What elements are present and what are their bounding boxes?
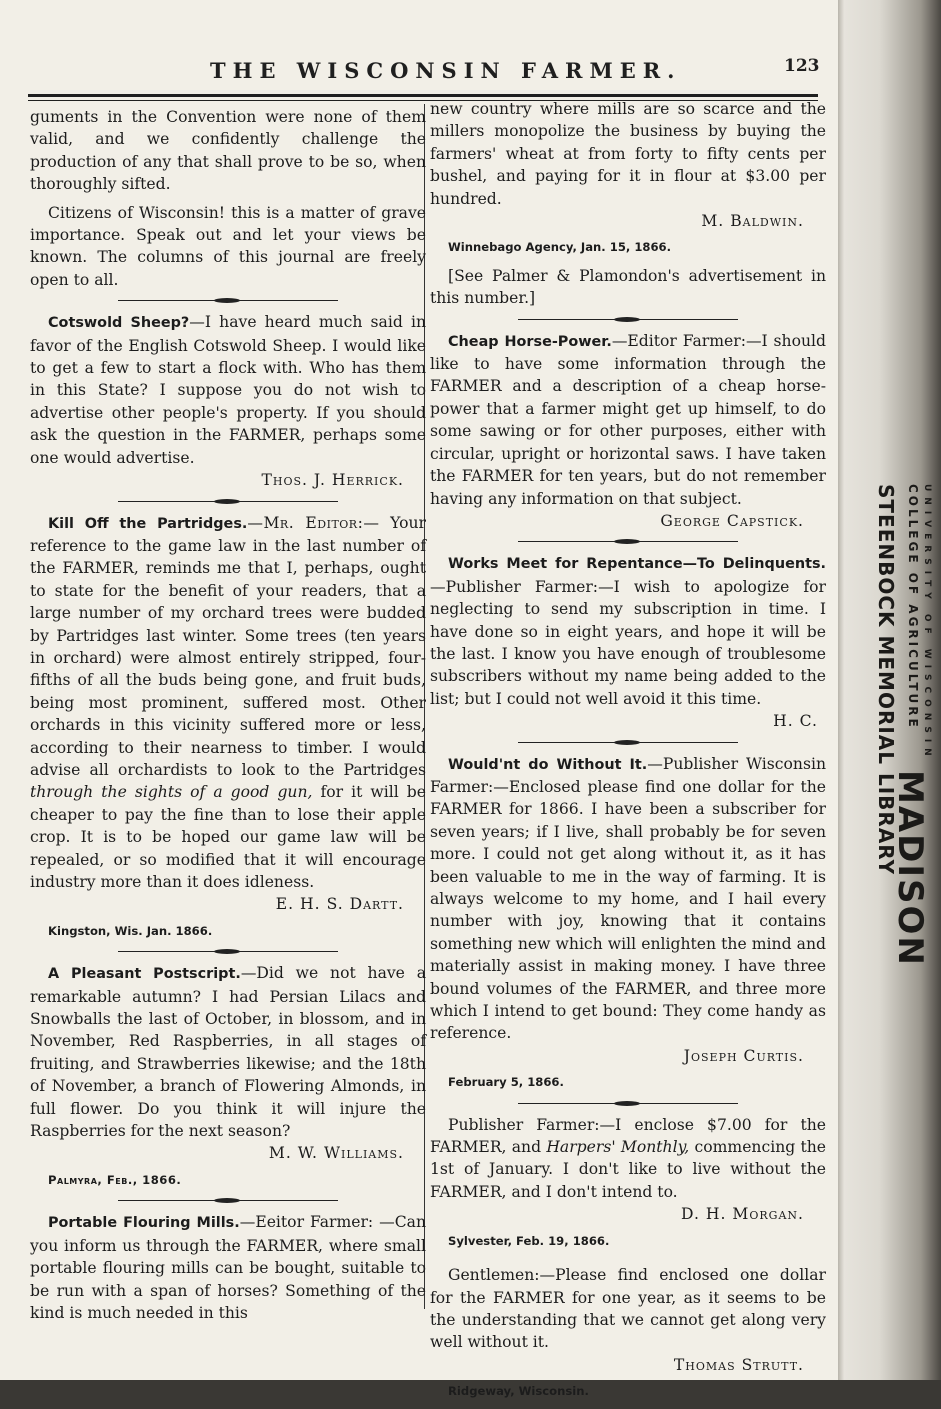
article-body-cont: for it will be cheaper to pay the fine than to lose their apple crop. It is to be hoped our game law will be repealed, or so modified that it will encourage industry more than it does idleness. [30, 783, 426, 891]
intro-paragraph-1: guments in the Convention were none of them valid, and we confidently challenge the production of any that shall prove to be so, when thoroughly sifted. [30, 108, 426, 194]
intro-paragraph-2: Citizens of Wisconsin! this is a matter of grave importance. Speak out and let your views be known. The columns of this journal are freely open to all. [30, 203, 426, 289]
signature: George Capstick. [660, 511, 804, 530]
dateline: Winnebago Agency, Jan. 15, 1866. [448, 240, 671, 255]
article-heading: Cotswold Sheep? [48, 315, 190, 332]
article-partridges [30, 512, 426, 894]
article-without-it [430, 753, 826, 1045]
dateline: Palmyra, Feb., 1866. [48, 1172, 182, 1187]
article-heading: Works Meet for Repentance—To Delinquents. [448, 556, 826, 573]
header-rule [28, 94, 818, 97]
signature: M. Baldwin. [701, 212, 804, 231]
article-heading: Cheap Horse-Power. [448, 333, 612, 350]
spine-line-college: COLLEGE OF AGRICULTURE [906, 484, 920, 730]
article-body: —Eeitor Farmer: —Can you inform us through the FARMER, where small portable flouring mills can be bought, suitable to be run with a span of horses? Something of the kind is much needed in this [30, 1213, 426, 1322]
page-number: 123 [784, 56, 820, 76]
article-heading: A Pleasant Postscript. [48, 966, 241, 983]
article-body: —Publisher Farmer:—I wish to apologize for neglecting to send my subscription in time. I have done so in eight years, and hope it will be the last. I know you have enough of troublesome subscribers without my name being added to the list; but I could not well avoid it this time. [430, 577, 826, 708]
signature: D. H. Morgan. [681, 1205, 804, 1224]
section-separator [118, 498, 338, 506]
article-horse-power [430, 330, 826, 510]
article-body: —Publisher Wisconsin Farmer:—Enclosed please find one dollar for the FARMER for 1866. I have been a subscriber for seven years; if I live, shall probably be for seven more. I could not get along without it, as it has been valuable to me in the way of farming. It is always welcome to my home, and I hail every number with joy, knowing that it contains something new which will enlighten the mind and materially assist in making money. I have three bound volumes of the FARMER, and three more which I intend to get bound: They come handy as reference. [430, 754, 826, 1043]
article-body: —Editor Farmer:—I should like to have some information through the FARMER and a description of a cheap horse-power that a farmer might get up himself, to do some sawing or for other purposes, either with circular, upright or horizontal saws. I have taken the FARMER for ten years, but do not remember having any information on that subject. [430, 331, 826, 508]
dateline: February 5, 1866. [448, 1075, 564, 1090]
section-separator [118, 1197, 338, 1205]
article-body: —Did we not have a remarkable autumn? I had Persian Lilacs and Snowballs the last of October, in blossom, and in November, Red Raspberries, in all stages of fruiting, and Strawberries likewise; and the 18th of November, a branch of Flowering Almonds, in full flower. Do you think it will injure the Raspberries for the next season? [30, 964, 426, 1141]
signature: Thos. J. Herrick. [261, 471, 404, 490]
article-repentance [430, 552, 826, 710]
article-strutt: Gentlemen:—Please find enclosed one dollar for the FARMER for one year, as it seems to be the understanding that we cannot get along very well without it. [430, 1266, 826, 1352]
signature: Joseph Curtis. [683, 1046, 804, 1065]
section-separator [118, 297, 338, 305]
article-heading: Kill Off the Partridges. [48, 515, 248, 532]
spine-line-university: UNIVERSITY OF WISCONSIN [922, 484, 932, 762]
article-body: —I have heard much said in favor of the English Cotswold Sheep. I would like to get a few to start a flock with. Who has them in this State? I suppose you do not wish to advertise other people's property. If you should ask the question in the FARMER, perhaps some one would advertise. [30, 313, 426, 467]
section-separator [518, 538, 738, 546]
article-italic: through the sights of a good gun, [30, 783, 313, 802]
section-separator [518, 739, 738, 747]
dateline: Ridgeway, Wisconsin. [448, 1384, 589, 1399]
running-head: THE WISCONSIN FARMER. [210, 58, 682, 83]
article-address: —Mr. Editor:— [247, 513, 380, 532]
book-spine [838, 0, 941, 1380]
article-body: Publisher Farmer:—I enclose $7.00 for the FARMER, and [430, 1115, 826, 1157]
article-body-cont: commencing the 1st of January. I don't like to live without the FARMER, and I don't intend to. [430, 1138, 826, 1201]
article-heading: Would'nt do Without It. [448, 756, 648, 773]
signature: Thomas Strutt. [673, 1355, 804, 1374]
article-postscript [30, 962, 426, 1142]
section-separator [118, 948, 338, 956]
article-morgan [430, 1114, 826, 1204]
article-flouring-mills [30, 1211, 426, 1324]
right-column [430, 98, 826, 1409]
signature: M. W. Williams. [268, 1144, 404, 1163]
article-heading: Portable Flouring Mills. [48, 1215, 240, 1232]
section-separator [518, 316, 738, 324]
spine-line-madison: MADISON [890, 770, 930, 967]
article-cotswold [30, 311, 426, 469]
dateline: Sylvester, Feb. 19, 1866. [448, 1233, 610, 1248]
article-italic: Harpers' Monthly, [546, 1138, 690, 1157]
article-body: Your reference to the game law in the last number of the FARMER, reminds me that I, perhaps, ought to state for the benefit of your readers, that a large number of my orchard trees were budded by Partridges last winter. Some trees (ten years in orchard) were almost entirely stripped, four-fifths of all the buds being gone, and fruit buds, being most prominent, suffered most. Other orchards in this vicinity suffered more or less, according to their nearness to timber. I would advise all orchardists to look to the Partridges [30, 513, 426, 779]
signature: H. C. [773, 712, 818, 731]
left-column [30, 106, 426, 1324]
continued-paragraph: new country where mills are so scarce and the millers monopolize the business by buying the farmers' wheat at from forty to fifty cents per bushel, and paying for it in flour at $3.00 per hundred. [430, 100, 826, 208]
dateline: Kingston, Wis. Jan. 1866. [48, 923, 213, 938]
spine-line-library: STEENBOCK MEMORIAL LIBRARY [874, 484, 898, 876]
signature: E. H. S. Dartt. [275, 895, 404, 914]
editor-note: [See Palmer & Plamondon's advertisement in this number.] [430, 266, 826, 308]
section-separator [518, 1100, 738, 1108]
